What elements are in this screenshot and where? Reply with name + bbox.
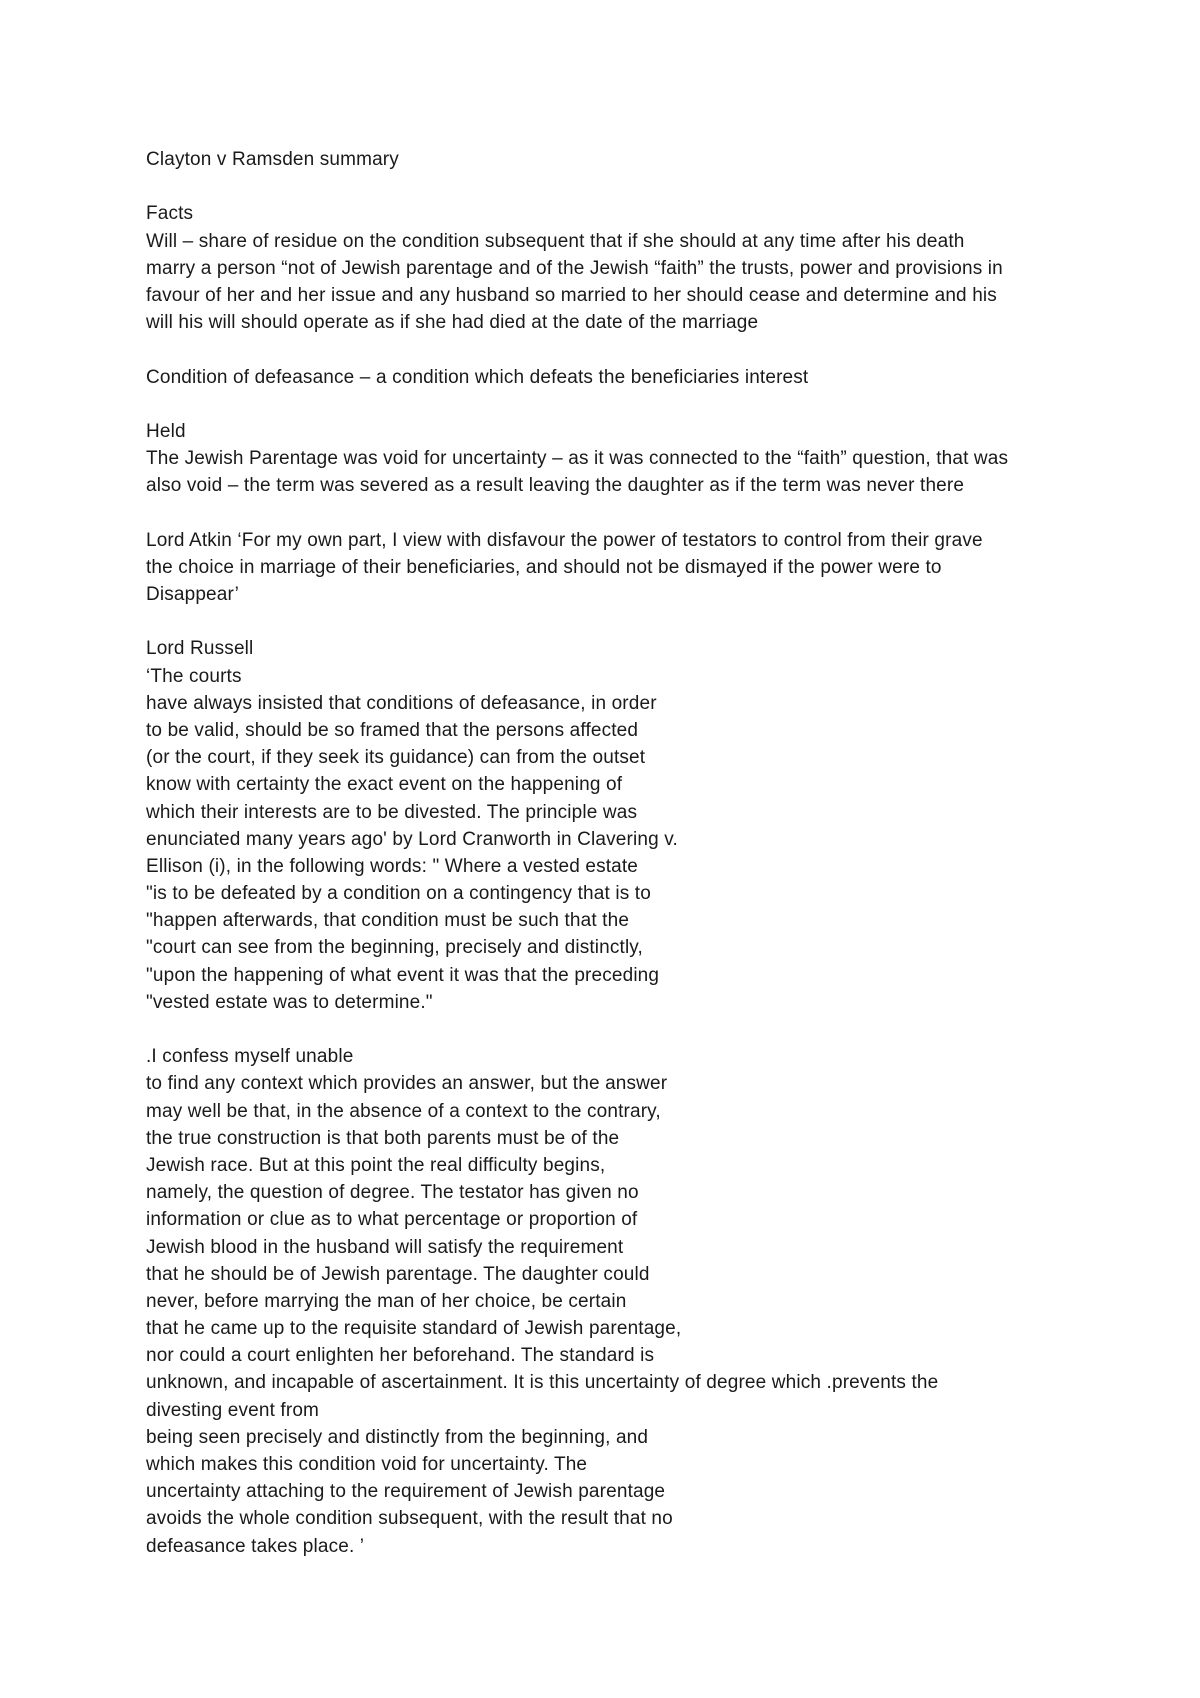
russell-quote-line: enunciated many years ago' by Lord Cranworth in Clavering v.	[146, 828, 678, 850]
russell-quote-line: which their interests are to be divested. The principle was	[146, 801, 638, 823]
facts-line: Will – share of residue on the condition subsequent that if she should at any time after his death	[146, 230, 965, 252]
blank-line	[146, 173, 1046, 200]
confess-quote-line: may well be that, in the absence of a context to the contrary,	[146, 1100, 661, 1122]
russell-quote-line: (or the court, if they seek its guidance) can from the outset	[146, 747, 646, 769]
russell-quote-line: have always insisted that conditions of defeasance, in order	[146, 692, 657, 714]
russell-quote-line: to be valid, should be so framed that the persons affected	[146, 719, 639, 741]
russell-quote-line: "upon the happening of what event it was that the preceding	[146, 964, 660, 986]
confess-quote-line: that he should be of Jewish parentage. The daughter could	[146, 1263, 650, 1285]
confess-quote-line: avoids the whole condition subsequent, with the result that no	[146, 1508, 673, 1530]
blank-line	[146, 499, 1046, 526]
blank-line	[146, 391, 1046, 418]
russell-quote-line: know with certainty the exact event on the happening of	[146, 774, 623, 796]
confess-quote-line: never, before marrying the man of her choice, be certain	[146, 1290, 627, 1312]
blank-line	[146, 608, 1046, 635]
russell-quote-line: Ellison (i), in the following words: " Where a vested estate	[146, 855, 639, 877]
russell-quote-line: ‘The courts	[146, 665, 242, 687]
condition-line: Condition of defeasance – a condition which defeats the beneficiaries interest	[146, 366, 809, 388]
facts-line: marry a person “not of Jewish parentage and of the Jewish “faith” the trusts, power and provisions in	[146, 257, 1003, 279]
confess-quote-line: the true construction is that both parents must be of the	[146, 1127, 620, 1149]
facts-line: favour of her and her issue and any husband so married to her should cease and determine and his	[146, 284, 997, 306]
document-body	[146, 146, 1046, 1560]
held-line: The Jewish Parentage was void for uncertainty – as it was connected to the “faith” question, that was	[146, 448, 1009, 470]
facts-heading: Facts	[146, 203, 194, 225]
confess-quote-line: Jewish blood in the husband will satisfy the requirement	[146, 1236, 624, 1258]
confess-quote-line: .I confess myself unable	[146, 1046, 354, 1068]
confess-quote-line: information or clue as to what percentage or proportion of	[146, 1209, 638, 1231]
confess-quote-line: namely, the question of degree. The testator has given no	[146, 1182, 639, 1204]
russell-quote-line: "vested estate was to determine."	[146, 991, 433, 1013]
blank-line	[146, 1016, 1046, 1043]
atkin-quote-line: the choice in marriage of their beneficiaries, and should not be dismayed if the power were to	[146, 556, 942, 578]
russell-quote-line: "happen afterwards, that condition must be such that the	[146, 910, 630, 932]
confess-quote-line: that he came up to the requisite standard of Jewish parentage,	[146, 1318, 682, 1340]
atkin-quote-line: Disappear’	[146, 584, 240, 605]
confess-quote-line: unknown, and incapable of ascertainment. It is this uncertainty of degree which .prevents the	[146, 1372, 939, 1394]
held-heading: Held	[146, 420, 186, 442]
facts-line: will his will should operate as if she had died at the date of the marriage	[146, 312, 759, 334]
confess-quote-line: to find any context which provides an answer, but the answer	[146, 1073, 668, 1095]
russell-heading: Lord Russell	[146, 638, 254, 660]
held-line: also void – the term was severed as a result leaving the daughter as if the term was never there	[146, 475, 965, 497]
russell-quote-line: "is to be defeated by a condition on a contingency that is to	[146, 883, 651, 905]
confess-quote-line: which makes this condition void for uncertainty. The	[146, 1454, 588, 1475]
document-title: Clayton v Ramsden summary	[146, 149, 399, 170]
confess-quote-line: being seen precisely and distinctly from the beginning, and	[146, 1426, 649, 1448]
confess-quote-line: uncertainty attaching to the requirement of Jewish parentage	[146, 1481, 666, 1503]
atkin-quote-line: Lord Atkin ‘For my own part, I view with disfavour the power of testators to control from their grave	[146, 529, 983, 551]
confess-quote-line: nor could a court enlighten her beforehand. The standard is	[146, 1345, 655, 1367]
confess-quote-line: defeasance takes place. ’	[146, 1535, 365, 1557]
blank-line	[146, 336, 1046, 363]
russell-quote-line: "court can see from the beginning, precisely and distinctly,	[146, 937, 643, 959]
confess-quote-line: Jewish race. But at this point the real difficulty begins,	[146, 1154, 606, 1176]
confess-quote-line: divesting event from	[146, 1399, 320, 1421]
